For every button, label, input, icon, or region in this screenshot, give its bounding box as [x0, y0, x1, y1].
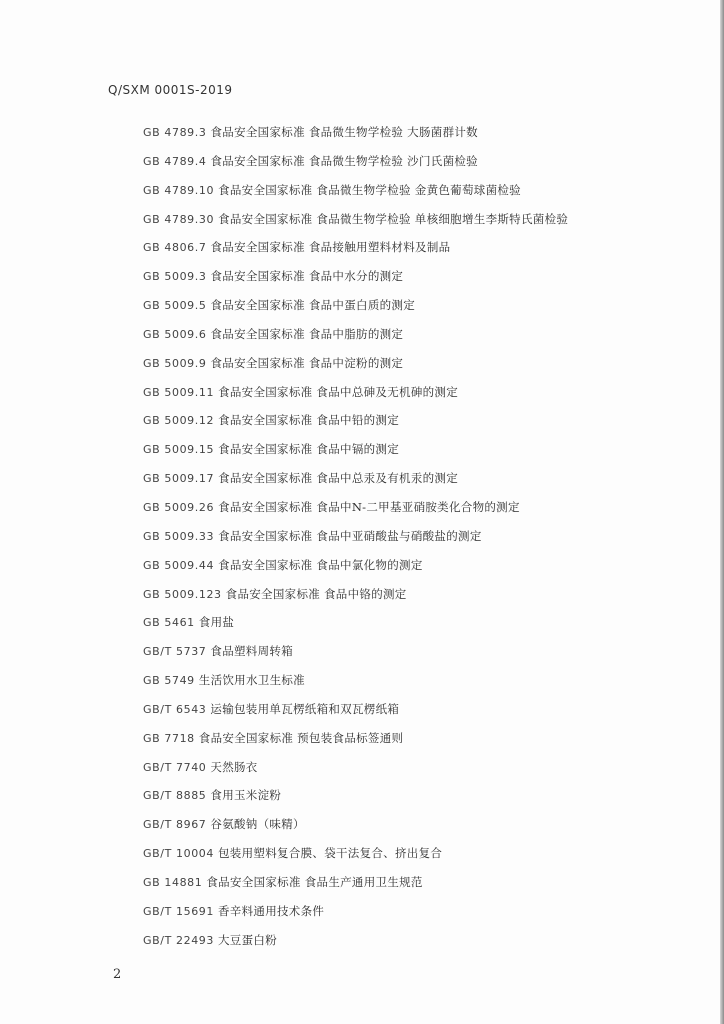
- reference-code: GB 5009.123: [143, 587, 222, 601]
- reference-item: [143, 406, 568, 435]
- reference-item: [143, 147, 568, 176]
- reference-code: GB 14881: [143, 875, 203, 889]
- reference-item: [143, 176, 568, 205]
- reference-title: 食用盐: [198, 615, 235, 630]
- reference-title: 食品安全国家标准 食品中亚硝酸盐与硝酸盐的测定: [218, 528, 482, 543]
- reference-title: 食品安全国家标准 食品微生物学检验 大肠菌群计数: [210, 125, 478, 139]
- reference-title: 运输包装用单瓦楞纸箱和双瓦楞纸箱: [210, 701, 400, 716]
- reference-title: 食品安全国家标准 食品中氯化物的测定: [218, 557, 423, 572]
- reference-item: [143, 522, 568, 551]
- reference-title: 食品安全国家标准 食品微生物学检验 沙门氏菌检验: [210, 153, 478, 168]
- reference-item: [143, 724, 568, 753]
- reference-code: GB 5009.5: [143, 299, 207, 313]
- reference-item: [143, 435, 568, 464]
- reference-code: GB 5009.12: [143, 414, 215, 428]
- reference-title: 食品安全国家标准 食品中脂肪的测定: [210, 326, 404, 341]
- reference-item: [143, 118, 568, 147]
- reference-item: [143, 291, 568, 320]
- reference-code: GB/T 7740: [143, 760, 207, 774]
- reference-code: GB 4789.3: [143, 126, 207, 139]
- reference-title: 食品安全国家标准 食品中镉的测定: [218, 442, 400, 457]
- reference-code: GB 5009.26: [143, 500, 215, 514]
- reference-code: GB 5009.11: [143, 385, 215, 399]
- reference-code: GB/T 15691: [143, 904, 214, 918]
- reference-item: [143, 608, 568, 637]
- reference-title: 生活饮用水卫生标准: [198, 673, 305, 688]
- reference-item: [143, 320, 568, 349]
- reference-title: 食品安全国家标准 食品微生物学检验 金黄色葡萄球菌检验: [218, 182, 521, 197]
- scan-edge: [720, 0, 724, 1024]
- reference-code: GB 4789.4: [143, 154, 207, 168]
- reference-title: 包装用塑料复合膜、袋干法复合、挤出复合: [218, 846, 443, 861]
- reference-item: [143, 493, 568, 522]
- reference-code: GB 5009.3: [143, 270, 207, 284]
- reference-code: GB 5009.33: [143, 529, 215, 543]
- reference-item: [143, 868, 568, 897]
- reference-code: GB/T 10004: [143, 847, 214, 861]
- reference-item: [143, 262, 568, 291]
- reference-title: 食品安全国家标准 食品中铅的测定: [218, 413, 400, 428]
- reference-code: GB 5009.6: [143, 327, 207, 341]
- reference-code: GB/T 5737: [143, 645, 207, 659]
- reference-code: GB 4789.30: [143, 212, 215, 226]
- reference-code: GB 5009.44: [143, 558, 215, 572]
- reference-title: 香辛料通用技术条件: [218, 903, 325, 918]
- reference-item: [143, 205, 568, 234]
- reference-item: [143, 926, 568, 955]
- reference-title: 食品安全国家标准 食品中N-二甲基亚硝胺类化合物的测定: [218, 499, 520, 514]
- reference-title: 食品安全国家标准 食品中水分的测定: [210, 269, 404, 284]
- reference-code: GB 5461: [143, 616, 195, 630]
- reference-title: 大豆蛋白粉: [218, 932, 277, 947]
- reference-item: [143, 810, 568, 839]
- reference-item: [143, 695, 568, 724]
- reference-code: GB 7718: [143, 731, 195, 745]
- page-number: 2: [113, 967, 122, 982]
- reference-item: [143, 781, 568, 810]
- reference-item: [143, 378, 568, 407]
- reference-item: [143, 349, 568, 378]
- reference-code: GB 4806.7: [143, 241, 207, 255]
- reference-item: [143, 580, 568, 609]
- reference-title: 天然肠衣: [210, 759, 258, 774]
- reference-code: GB/T 8967: [143, 818, 207, 832]
- reference-code: GB 4789.10: [143, 183, 215, 197]
- reference-item: [143, 233, 568, 262]
- reference-code: GB/T 22493: [143, 933, 214, 947]
- reference-title: 食用玉米淀粉: [210, 788, 282, 803]
- reference-title: 食品安全国家标准 食品中铬的测定: [225, 586, 407, 601]
- reference-title: 食品安全国家标准 食品中淀粉的测定: [210, 355, 404, 370]
- reference-code: GB 5009.9: [143, 356, 207, 370]
- reference-item: [143, 637, 568, 666]
- reference-title: 食品安全国家标准 食品生产通用卫生规范: [206, 874, 423, 889]
- reference-code: GB 5009.17: [143, 472, 215, 486]
- reference-item: [143, 897, 568, 926]
- normative-references-list: [143, 118, 568, 954]
- reference-title: 食品安全国家标准 预包装食品标签通则: [198, 730, 404, 745]
- reference-code: GB 5009.15: [143, 443, 215, 457]
- reference-item: [143, 666, 568, 695]
- reference-title: 食品安全国家标准 食品中蛋白质的测定: [210, 298, 416, 313]
- reference-title: 食品安全国家标准 食品中总汞及有机汞的测定: [218, 471, 459, 486]
- reference-item: [143, 753, 568, 782]
- reference-title: 食品安全国家标准 食品接触用塑料材料及制品: [210, 240, 451, 255]
- reference-code: GB/T 8885: [143, 789, 207, 803]
- reference-item: [143, 839, 568, 868]
- reference-title: 食品塑料周转箱: [210, 644, 293, 659]
- reference-title: 食品安全国家标准 食品中总砷及无机砷的测定: [218, 384, 459, 399]
- reference-title: 食品安全国家标准 食品微生物学检验 单核细胞增生李斯特氏菌检验: [218, 211, 569, 226]
- reference-item: [143, 551, 568, 580]
- reference-code: GB 5749: [143, 674, 195, 688]
- reference-code: GB/T 6543: [143, 702, 207, 716]
- reference-title: 谷氨酸钠（味精）: [210, 817, 305, 832]
- reference-item: [143, 464, 568, 493]
- document-code: Q/SXM 0001S-2019: [108, 83, 233, 97]
